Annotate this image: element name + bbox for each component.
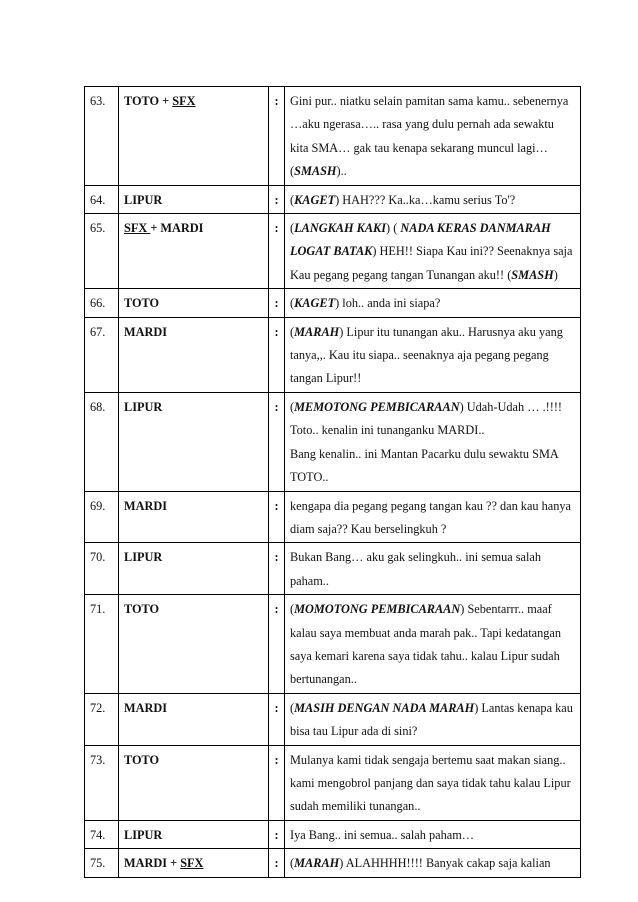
dialogue-text: [285, 392, 581, 491]
separator-colon: :: [269, 392, 285, 491]
dialogue-row: [85, 543, 581, 595]
stage-direction: MARAH: [294, 856, 340, 871]
dialogue-text: [285, 289, 581, 317]
line-number: 67.: [85, 317, 119, 392]
dialogue-text: [285, 693, 581, 745]
underlined-text: SFX: [172, 94, 196, 108]
stage-direction: SMASH: [294, 164, 337, 179]
speaker-name: [119, 185, 269, 213]
dialogue-text: [285, 820, 581, 848]
speaker-name: [119, 820, 269, 848]
line-number: 71.: [85, 595, 119, 694]
line-number: 70.: [85, 543, 119, 595]
stage-direction: LANGKAH KAKI: [294, 221, 387, 236]
stage-direction: MASIH DENGAN NADA MARAH: [294, 700, 475, 715]
speaker-name: [119, 745, 269, 820]
text-segment: LIPUR: [124, 827, 163, 842]
line-number: 66.: [85, 289, 119, 317]
text-segment: Toto.. kenalin ini tunanganku MARDI..: [290, 423, 485, 438]
text-segment: ) HAH??? Ka..ka…kamu serius To'?: [335, 192, 516, 207]
text-segment: (: [290, 602, 295, 617]
separator-colon: :: [269, 543, 285, 595]
text-segment: TOTO: [124, 602, 160, 617]
text-segment: )..: [336, 164, 347, 179]
dialogue-row: [85, 289, 581, 317]
dialogue-row: [85, 214, 581, 289]
text-segment: (: [290, 700, 295, 715]
speaker-name: [119, 289, 269, 317]
line-number: 72.: [85, 693, 119, 745]
stage-direction: MEMOTONG PEMBICARAAN: [294, 399, 460, 414]
line-number: 68.: [85, 392, 119, 491]
text-segment: Bang kenalin.. ini Mantan Pacarku dulu sewaktu SMA TOTO..: [290, 446, 559, 485]
text-segment: LIPUR: [124, 192, 163, 207]
line-number: 69.: [85, 491, 119, 543]
separator-colon: :: [269, 745, 285, 820]
script-body: [85, 87, 581, 878]
text-segment: ) Sebentarrr.. maaf kalau saya membuat anda marah pak.. Tapi kedatangan saya kemari karena saya tidak tahu.. kalau Lipur sudah bertunangan..: [290, 602, 562, 687]
separator-colon: :: [269, 185, 285, 213]
text-segment: Mulanya kami tidak sengaja bertemu saat makan siang.. kami mengobrol panjang dan saya tidak tahu kalau Lipur sudah memiliki tunangan..: [290, 752, 571, 814]
dialogue-row: [85, 693, 581, 745]
text-segment: (: [290, 856, 295, 871]
underlined-text: SFX: [180, 856, 204, 871]
separator-colon: :: [269, 595, 285, 694]
text-segment: kengapa dia pegang pegang tangan kau ?? dan kau hanya diam saja?? Kau berselingkuh ?: [290, 498, 571, 536]
text-segment: LIPUR: [124, 399, 163, 414]
text-segment: ) HEH!! Siapa Kau ini?? Seenaknya saja Kau pegang pegang tangan Tunangan aku!! (: [290, 244, 573, 282]
dialogue-text: [285, 595, 581, 694]
text-segment: ) Lantas kenapa kau bisa tau Lipur ada di sini?: [290, 700, 573, 739]
text-segment: TOTO: [124, 752, 160, 767]
script-table: [84, 86, 581, 878]
dialogue-text: [285, 849, 581, 877]
stage-direction: NADA KERAS DANMARAH LOGAT BATAK: [290, 221, 551, 259]
dialogue-row: [85, 491, 581, 543]
separator-colon: :: [269, 491, 285, 543]
speaker-name: [119, 693, 269, 745]
text-segment: ) (: [386, 221, 401, 236]
text-segment: LIPUR: [124, 550, 163, 565]
text-segment: ) Lipur itu tunangan aku.. Harusnya aku yang tanya,,. Kau itu siapa.. seenaknya aja pegang pegang tangan Lipur!!: [290, 324, 563, 386]
text-segment: (: [290, 296, 295, 311]
text-segment: ) loh.. anda ini siapa?: [335, 296, 441, 311]
speaker-name: [119, 595, 269, 694]
text-segment: Iya Bang.. ini semua.. salah paham…: [290, 827, 475, 842]
line-number: 73.: [85, 745, 119, 820]
speaker-name: [119, 543, 269, 595]
underlined-text: SFX: [124, 221, 151, 236]
text-segment: TOTO: [124, 296, 160, 311]
stage-direction: MARAH: [294, 324, 340, 339]
separator-colon: :: [269, 849, 285, 877]
dialogue-text: [285, 543, 581, 595]
dialogue-row: [85, 849, 581, 877]
text-segment: Bukan Bang… aku gak selingkuh.. ini semua salah paham..: [290, 550, 542, 588]
separator-colon: :: [269, 214, 285, 289]
text-segment: + MARDI: [150, 221, 204, 236]
line-number: 63.: [85, 87, 119, 186]
stage-direction: SMASH: [511, 267, 554, 282]
text-segment: ) Udah-Udah … .!!!!: [459, 399, 563, 414]
text-segment: MARDI: [124, 498, 168, 513]
speaker-name: [119, 214, 269, 289]
speaker-name: [119, 392, 269, 491]
dialogue-row: [85, 185, 581, 213]
speaker-name: [119, 849, 269, 877]
text-segment: Gini pur.. niatku selain pamitan sama kamu.. sebenernya …aku ngerasa….. rasa yang dulu pernah ada sewaktu kita SMA… gak tau kenapa sekarang muncul lagi… (: [290, 94, 569, 179]
speaker-name: [119, 491, 269, 543]
text-segment: MARDI: [124, 700, 168, 715]
dialogue-row: [85, 595, 581, 694]
separator-colon: :: [269, 820, 285, 848]
dialogue-text: [285, 214, 581, 289]
line-number: 64.: [85, 185, 119, 213]
text-segment: (: [290, 192, 295, 207]
separator-colon: :: [269, 289, 285, 317]
text-segment: (: [290, 399, 295, 414]
speaker-name: [119, 317, 269, 392]
text-segment: (: [290, 324, 295, 339]
text-segment: (: [290, 221, 295, 236]
dialogue-text: [285, 317, 581, 392]
speaker-name: [119, 87, 269, 186]
text-segment: MARDI: [124, 324, 168, 339]
dialogue-text: [285, 491, 581, 543]
dialogue-row: [85, 317, 581, 392]
stage-direction: MOMOTONG PEMBICARAAN: [294, 602, 461, 617]
text-segment: TOTO +: [124, 94, 173, 108]
stage-direction: KAGET: [294, 296, 336, 311]
dialogue-row: [85, 392, 581, 491]
dialogue-text: [285, 87, 581, 186]
separator-colon: :: [269, 317, 285, 392]
dialogue-row: [85, 87, 581, 186]
dialogue-text: [285, 185, 581, 213]
text-segment: ): [553, 267, 558, 282]
text-segment: ) ALAHHHH!!!! Banyak cakap saja kalian: [339, 856, 551, 871]
separator-colon: :: [269, 693, 285, 745]
text-segment: MARDI +: [124, 856, 181, 871]
line-number: 65.: [85, 214, 119, 289]
line-number: 74.: [85, 820, 119, 848]
dialogue-row: [85, 745, 581, 820]
dialogue-text: [285, 745, 581, 820]
separator-colon: :: [269, 87, 285, 186]
dialogue-row: [85, 820, 581, 848]
line-number: 75.: [85, 849, 119, 877]
stage-direction: KAGET: [294, 192, 336, 207]
